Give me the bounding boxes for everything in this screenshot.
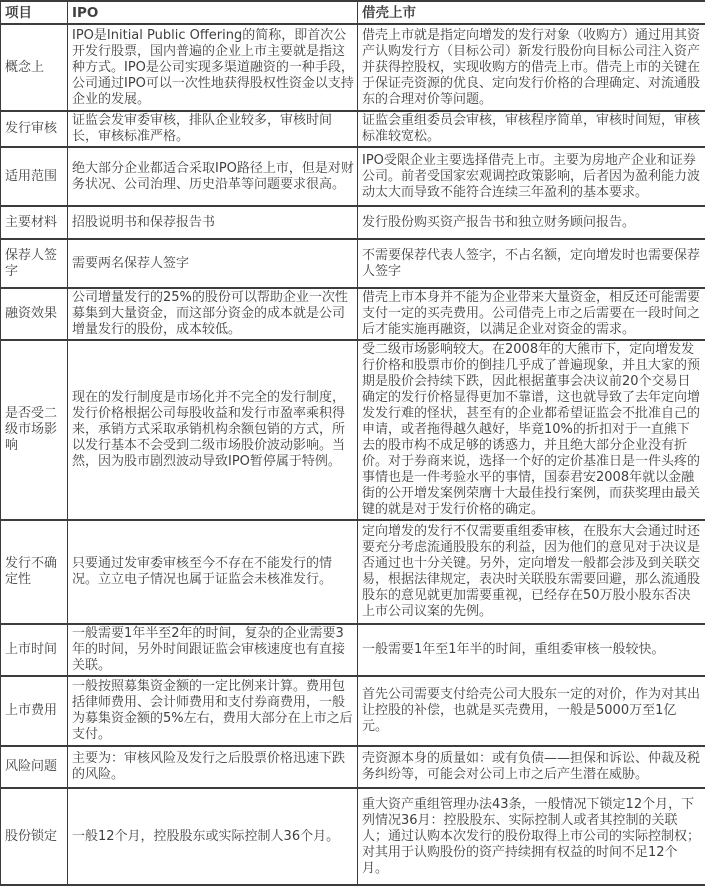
table-row-issue-uncertainty [1,520,705,624]
ipo-cell: 公司增量发行的25%的股份可以帮助企业一次性募集到大量资金，而这部分资金的成本就是公司增量发行的股份，成本较低。 [68,288,358,340]
col-header-item: 项目 [1,1,68,24]
backdoor-cell: 证监会重组委员会审核，审核程序简单，审核时间短，审核标准较宽松。 [358,111,705,147]
row-label: 适用范围 [1,147,68,206]
row-label: 是否受二级市场影响 [1,340,68,520]
row-label: 主要材料 [1,206,68,239]
row-label: 概念上 [1,24,68,111]
table-row-scope [1,147,705,206]
ipo-cell: 招股说明书和保荐报告书 [68,206,358,239]
backdoor-cell: 重大资产重组管理办法43条，一般情况下锁定12个月，下列情况36月：控股股东、实际控制人或者其控制的关联人；通过认购本次发行的股份取得上市公司的实际控制权；对其用于认购股份的资产持续拥有权益的时间不足12个月。 [358,788,705,885]
backdoor-cell: 定向增发的发行不仅需要重组委审核，在股东大会通过时还要充分考虑流通股股东的利益，因为他们的意见对于决议是否通过也十分关键。另外，定向增发一般都会涉及到关联交易，根据法律规定，表决时关联股东需要回避，那么流通股股东的意见就更加需要重视，已经存在50万股小股东否决上市公司议案的先例。 [358,520,705,624]
ipo-cell: 一般按照募集资金额的一定比例来计算。费用包括律师费用、会计师费用和支付券商费用，一般为募集资金额的5%左右，费用大部分在上市之后支付。 [68,676,358,746]
ipo-cell: 现在的发行制度是市场化并不完全的发行制度，发行价格根据公司每股收益和发行市盈率乘积得来，承销方式采取承销机构余额包销的方式，所以发行基本不会受到二级市场股价波动影响。当然，因为股市剧烈波动导致IPO暂停属于特例。 [68,340,358,520]
row-label: 股份锁定 [1,788,68,885]
row-label: 上市费用 [1,676,68,746]
backdoor-cell: 一般需要1年至1年半的时间，重组委审核一般较快。 [358,624,705,676]
table-row-share-lockup [1,788,705,885]
col-header-backdoor: 借壳上市 [358,1,705,24]
table-row-listing-cost [1,676,705,746]
table-row-secondary-market-impact [1,340,705,520]
ipo-cell: 需要两名保荐人签字 [68,239,358,288]
backdoor-cell: 受二级市场影响较大。在2008年的大熊市下，定向增发发行价格和股票市价的倒挂几乎成了普遍现象，并且大家的预期是股价会持续下跌，因此根据董事会决议前20个交易日确定的发行价格显得更加不靠谱，这也就导致了去年定向增发发行难的怪状，甚至有的企业都希望证监会不批准自己的申请，或者拖得越久越好，毕竟10%的折扣对于一直熊下去的股市构不成足够的诱惑力，并且绝大部分企业没有折价。对于券商来说，选择一个好的定价基准日是一件头疼的事情也是一件考验水平的事情，国泰君安2008年就以金融街的公开增发案例荣膺十大最佳投行案例，而获奖理由最关键的就是对于发行价格的确定。 [358,340,705,520]
table-row-listing-time [1,624,705,676]
row-label: 融资效果 [1,288,68,340]
backdoor-cell: 借壳上市就是指定向增发的发行对象（收购方）通过用其资产认购发行方（目标公司）新发行股份向目标公司注入资产并获得控股权，实现收购方的借壳上市。借壳上市的关键在于保证壳资源的优良、定向发行价格的合理确定、对流通股东的合理对价等问题。 [358,24,705,111]
backdoor-cell: 壳资源本身的质量如：或有负债——担保和诉讼、仲裁及税务纠纷等，可能会对公司上市之后产生潜在威胁。 [358,746,705,788]
row-label: 上市时间 [1,624,68,676]
backdoor-cell: 不需要保荐代表人签字，不占名额，定向增发时也需要保荐人签字 [358,239,705,288]
col-header-ipo: IPO [68,1,358,24]
ipo-cell: 一般需要1年半至2年的时间，复杂的企业需要3年的时间，另外时间跟证监会审核速度也有直接关联。 [68,624,358,676]
backdoor-cell: IPO受限企业主要选择借壳上市。主要为房地产企业和证券公司。前者受国家宏观调控政策影响，后者因为盈利能力波动太大而导致不能符合连续三年盈利的基本要求。 [358,147,705,206]
header-row [1,1,705,24]
table-row-financing-effect [1,288,705,340]
ipo-cell: 证监会发审委审核，排队企业较多，审核时间长，审核标准严格。 [68,111,358,147]
backdoor-cell: 发行股份购买资产报告书和独立财务顾问报告。 [358,206,705,239]
table-row-main-materials [1,206,705,239]
table-row-issue-review [1,111,705,147]
table-row-concept [1,24,705,111]
ipo-cell: 主要为：审核风险及发行之后股票价格迅速下跌的风险。 [68,746,358,788]
ipo-cell: 一般12个月，控股股东或实际控制人36个月。 [68,788,358,885]
row-label: 保荐人签字 [1,239,68,288]
backdoor-cell: 借壳上市本身并不能为企业带来大量资金，相反还可能需要支付一定的买壳费用。公司借壳上市之后需要在一段时间之后才能实施再融资，以满足企业对资金的需求。 [358,288,705,340]
ipo-cell: 只要通过发审委审核至今不存在不能发行的情况。立立电子情况也属于证监会未核准发行。 [68,520,358,624]
row-label: 发行不确定性 [1,520,68,624]
row-label: 风险问题 [1,746,68,788]
ipo-cell: 绝大部分企业都适合采取IPO路径上市，但是对财务状况、公司治理、历史沿革等问题要求很高。 [68,147,358,206]
backdoor-cell: 首先公司需要支付给壳公司大股东一定的对价，作为对其出让控股的补偿，也就是买壳费用，一般是5000万至1亿元。 [358,676,705,746]
ipo-cell: IPO是Initial Public Offering的简称，即首次公开发行股票，国内普遍的企业上市主要就是指这种方式。IPO是公司实现多渠道融资的一种手段，公司通过IPO可以一次性地获得股权性资金以支持企业的发展。 [68,24,358,111]
row-label: 发行审核 [1,111,68,147]
table-row-sponsor-signature [1,239,705,288]
table-row-risk-issues [1,746,705,788]
